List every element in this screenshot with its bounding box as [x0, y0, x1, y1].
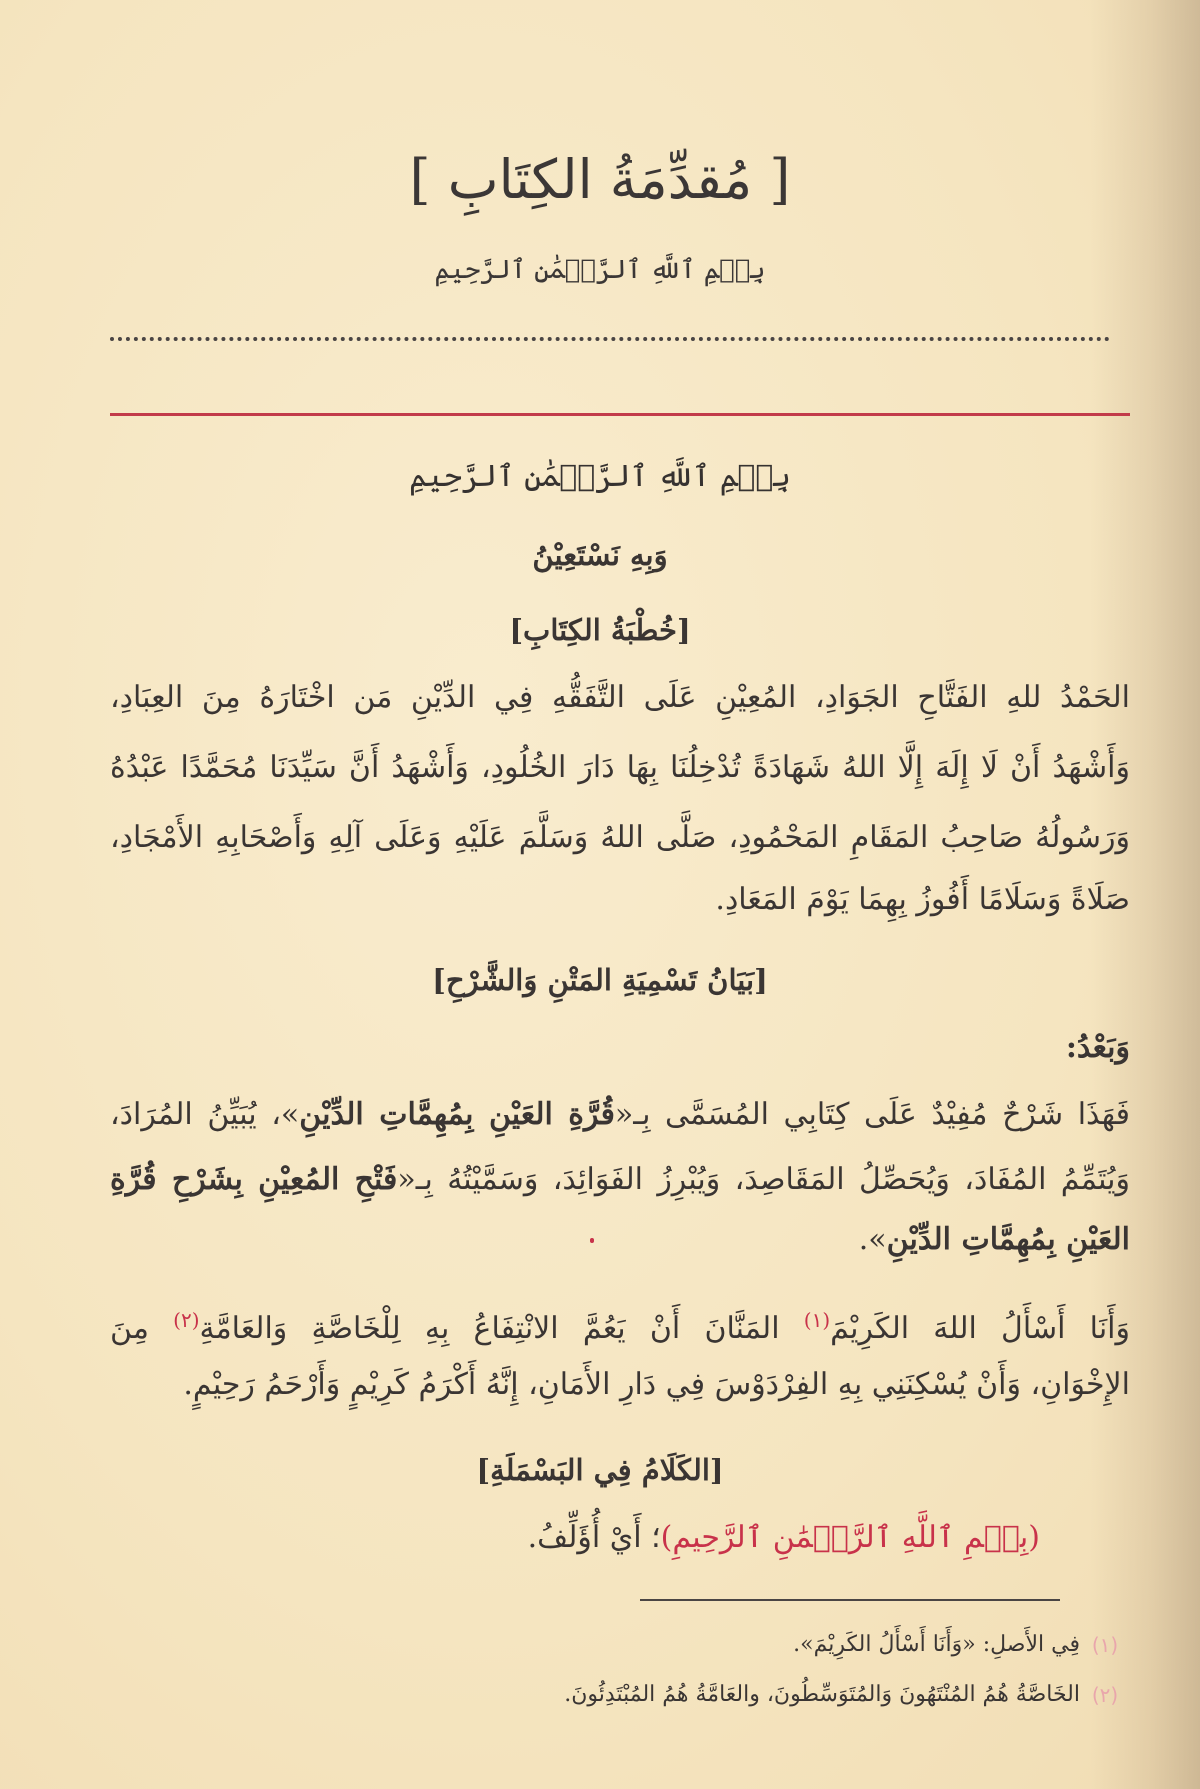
body-basmala: بِسۡمِ ٱللَّهِ ٱلرَّحۡمَٰنِ ٱلرَّحِيمِ — [409, 459, 791, 494]
paragraph-line: صَلَاةً وَسَلَامًا أَفُوزُ بِهِمَا يَوْمَ المَعَادِ. — [715, 882, 1130, 917]
text-run: مِنَ — [110, 1311, 174, 1346]
paragraph-line — [110, 1150, 1130, 1210]
book-title-bold: العَيْنِ بِمُهِمَّاتِ الدِّيْنِ — [886, 1222, 1130, 1257]
paragraph-line — [110, 1210, 1130, 1270]
text-run: »، يُبَيِّنُ المُرَادَ، — [110, 1097, 300, 1132]
footnote-2: الخَاصَّةُ هُمُ المُنْتَهُونَ وَالمُتَوَسِّطُونَ، والعَامَّةُ هُمُ المُبْتَدِئُونَ. — [564, 1682, 1080, 1707]
chapter-title: [ مُقدِّمَةُ الكِتَابِ ] — [409, 148, 791, 211]
footnote-separator — [640, 1599, 1060, 1601]
paragraph-line — [110, 1085, 1130, 1145]
paragraph-line: وَأَشْهَدُ أَنْ لَا إِلَهَ إِلَّا اللهُ شَهَادَةً تُدْخِلُنَا بِهَا دَارَ الخُلُودِ، وَأَشْهَدُ أَنَّ سَيِّدَنَا مُحَمَّدًا عَبْدُهُ — [110, 750, 1130, 785]
text-run: فَهَذَا شَرْحٌ مُفِيْدٌ عَلَى كِتَابِي المُسَمَّى بِـ« — [614, 1097, 1130, 1132]
footnote-ref-1[interactable]: (١) — [803, 1308, 831, 1332]
section-heading-khutba: [خُطْبَةُ الكِتَابِ] — [509, 613, 691, 647]
header-basmala: بِسۡمِ ٱللَّهِ ٱلرَّحۡمَٰنِ ٱلرَّحِيمِ — [434, 255, 766, 285]
paragraph-line: الإِخْوَانِ، وَأَنْ يُسْكِنَنِي بِهِ الفِرْدَوْسَ فِي دَارِ الأَمَانِ، إِنَّهُ أَكْرَمُ كَرِيْمٍ وَأَرْحَمُ رَحِيْمٍ. — [183, 1367, 1130, 1402]
footnote-number: (٢) — [1091, 1683, 1119, 1707]
paragraph-line: الحَمْدُ للهِ الفَتَّاحِ الجَوَادِ، المُعِيْنِ عَلَى التَّفَقُّهِ فِي الدِّيْنِ مَن اخْتَارَهُ مِنَ العِبَادِ، — [110, 680, 1130, 715]
text-run: ؛ أَيْ أُؤَلِّفُ. — [527, 1520, 661, 1555]
text-run: وَيُتَمِّمُ المُفَادَ، وَيُحَصِّلُ المَقَاصِدَ، وَيُبْرِزُ الفَوَائِدَ، وَسَمَّيْتُهُ بِـ« — [397, 1162, 1130, 1197]
opening-phrase: وَبِهِ نَسْتَعِيْنُ — [532, 538, 668, 572]
footnote-1: فِي الأَصلِ: «وَأَنَا أَسْأَلُ الكَرِيْمَ». — [793, 1632, 1080, 1657]
red-divider-rule — [110, 413, 1130, 416]
text-run: وَأَنَا أَسْأَلُ اللهَ الكَرِيْمَ — [830, 1311, 1130, 1346]
paragraph-line: وَرَسُولُهُ صَاحِبُ المَقَامِ المَحْمُودِ، صَلَّى اللهُ وَسَلَّمَ عَلَيْهِ وَعَلَى آلِهِ وَأَصْحَابِهِ الأَمْجَادِ، — [110, 820, 1130, 855]
footnote-number: (١) — [1091, 1633, 1119, 1657]
ink-speck — [590, 1238, 594, 1243]
text-run: المَنَّانَ أَنْ يَعُمَّ الانْتِفَاعُ بِهِ لِلْخَاصَّةِ وَالعَامَّةِ — [199, 1311, 804, 1346]
wa-badu-intro: وَبَعْدُ: — [1065, 1030, 1130, 1065]
section-heading-basmala: [الكَلَامُ فِي البَسْمَلَةِ] — [476, 1453, 724, 1487]
basmala-commentary-line — [420, 1508, 1040, 1568]
section-heading-naming: [بَيَانُ تَسْمِيَةِ المَتْنِ وَالشَّرْحِ] — [432, 963, 768, 997]
matn-red-phrase: (بِسۡمِ ٱللَّهِ ٱلرَّحۡمَٰنِ ٱلرَّحِيمِ) — [660, 1520, 1040, 1555]
book-title-bold: قُرَّةِ العَيْنِ بِمُهِمَّاتِ الدِّيْنِ — [299, 1097, 615, 1132]
paragraph-line — [110, 1290, 1130, 1350]
book-title-bold: فَتْحِ المُعِيْنِ بِشَرْحِ قُرَّةِ — [110, 1162, 398, 1197]
text-run: ». — [858, 1222, 887, 1257]
footnote-ref-2[interactable]: (٢) — [173, 1308, 200, 1332]
dotted-separator — [110, 337, 1110, 345]
